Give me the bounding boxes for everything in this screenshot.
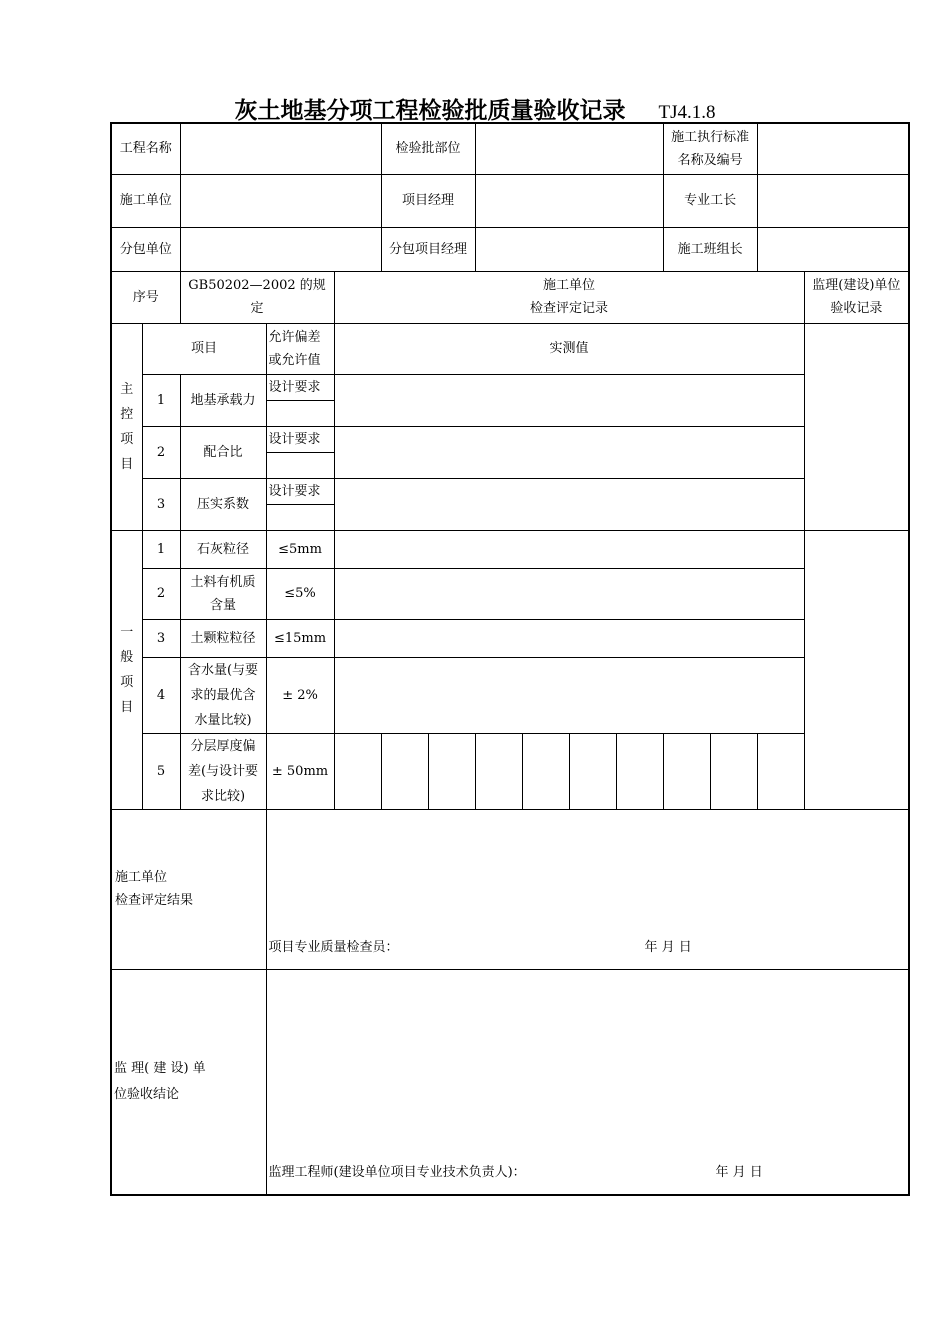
measure-cell[interactable] xyxy=(616,733,663,809)
main-item-no: 3 xyxy=(142,478,180,530)
general-item-tol: ≤5% xyxy=(266,568,334,619)
label-team-leader: 施工班组长 xyxy=(663,227,757,271)
measure-cell[interactable] xyxy=(522,733,569,809)
page-title xyxy=(0,92,950,125)
main-item-measured[interactable] xyxy=(334,374,804,426)
inspection-form xyxy=(110,122,910,1196)
header-check: 施工单位 检查评定记录 xyxy=(334,271,804,323)
main-item-measured[interactable] xyxy=(334,426,804,478)
general-item-measured[interactable] xyxy=(334,619,804,657)
header-item: 项目 xyxy=(142,323,266,374)
conclusion-area[interactable] xyxy=(266,969,909,1195)
engineer-label: 监理工程师(建设单位项目专业技术负责人)： xyxy=(268,1165,526,1180)
label-project-name: 工程名称 xyxy=(111,123,180,174)
field-inspection-part[interactable] xyxy=(475,123,663,174)
measure-cell[interactable] xyxy=(381,733,428,809)
main-control-label: 主 控 项 目 xyxy=(111,323,142,530)
main-item-req-value[interactable] xyxy=(266,452,334,478)
general-accept[interactable] xyxy=(804,530,909,809)
field-project-manager[interactable] xyxy=(475,174,663,227)
general-item-tol: ± 50mm xyxy=(266,733,334,809)
measure-cell[interactable] xyxy=(757,733,804,809)
header-seq: 序号 xyxy=(111,271,180,323)
main-item-name: 地基承载力 xyxy=(180,374,266,426)
conclusion-date: 年 月 日 xyxy=(715,1165,763,1180)
general-item-measured[interactable] xyxy=(334,530,804,568)
header-measured: 实测值 xyxy=(334,323,804,374)
main-control-accept[interactable] xyxy=(804,323,909,530)
general-item-name: 土颗粒粒径 xyxy=(180,619,266,657)
measure-cell[interactable] xyxy=(569,733,616,809)
general-item-no: 5 xyxy=(142,733,180,809)
label-foreman: 专业工长 xyxy=(663,174,757,227)
label-subcontractor: 分包单位 xyxy=(111,227,180,271)
general-item-measured[interactable] xyxy=(334,657,804,733)
general-item-tol: ± 2% xyxy=(266,657,334,733)
result-date: 年 月 日 xyxy=(644,939,692,955)
main-item-name: 配合比 xyxy=(180,426,266,478)
label-sub-manager: 分包项目经理 xyxy=(381,227,475,271)
general-item-tol: ≤15mm xyxy=(266,619,334,657)
main-item-req-value[interactable] xyxy=(266,400,334,426)
general-item-no: 4 xyxy=(142,657,180,733)
inspector-label: 项目专业质量检查员： xyxy=(268,939,399,955)
general-item-name: 分层厚度偏 差(与设计要 求比较) xyxy=(180,733,266,809)
general-item-name: 石灰粒径 xyxy=(180,530,266,568)
label-inspection-part: 检验批部位 xyxy=(381,123,475,174)
general-item-no: 1 xyxy=(142,530,180,568)
main-item-req: 设计要求 xyxy=(266,374,334,400)
result-label: 施工单位 检查评定结果 xyxy=(111,809,266,969)
result-area[interactable] xyxy=(266,809,909,969)
header-spec: GB50202—2002 的规定 xyxy=(180,271,334,323)
main-item-req: 设计要求 xyxy=(266,426,334,452)
field-construction-unit[interactable] xyxy=(180,174,381,227)
field-team-leader[interactable] xyxy=(757,227,909,271)
main-item-no: 1 xyxy=(142,374,180,426)
field-project-name[interactable] xyxy=(180,123,381,174)
label-project-manager: 项目经理 xyxy=(381,174,475,227)
general-item-name: 含水量(与要 求的最优含 水量比较) xyxy=(180,657,266,733)
label-construction-unit: 施工单位 xyxy=(111,174,180,227)
measure-cell[interactable] xyxy=(334,733,381,809)
general-label: 一 般 项 目 xyxy=(111,530,142,809)
general-item-no: 2 xyxy=(142,568,180,619)
measure-cell[interactable] xyxy=(475,733,522,809)
general-item-name: 土料有机质 含量 xyxy=(180,568,266,619)
measure-cell[interactable] xyxy=(428,733,475,809)
field-standard[interactable] xyxy=(757,123,909,174)
measure-cell[interactable] xyxy=(663,733,710,809)
general-item-no: 3 xyxy=(142,619,180,657)
main-item-req: 设计要求 xyxy=(266,478,334,504)
main-item-measured[interactable] xyxy=(334,478,804,530)
field-subcontractor[interactable] xyxy=(180,227,381,271)
form-title: 灰土地基分项工程检验批质量验收记录 xyxy=(234,98,626,124)
conclusion-label: 监 理( 建 设) 单 位验收结论 xyxy=(111,969,266,1195)
main-item-name: 压实系数 xyxy=(180,478,266,530)
form-code: TJ4.1.8 xyxy=(658,102,716,123)
header-accept: 监理(建设)单位 验收记录 xyxy=(804,271,909,323)
label-standard: 施工执行标准 名称及编号 xyxy=(663,123,757,174)
field-sub-manager[interactable] xyxy=(475,227,663,271)
main-item-req-value[interactable] xyxy=(266,504,334,530)
header-tolerance: 允许偏差 或允许值 xyxy=(266,323,334,374)
field-foreman[interactable] xyxy=(757,174,909,227)
general-item-measured[interactable] xyxy=(334,568,804,619)
main-item-no: 2 xyxy=(142,426,180,478)
measure-cell[interactable] xyxy=(710,733,757,809)
general-item-tol: ≤5mm xyxy=(266,530,334,568)
